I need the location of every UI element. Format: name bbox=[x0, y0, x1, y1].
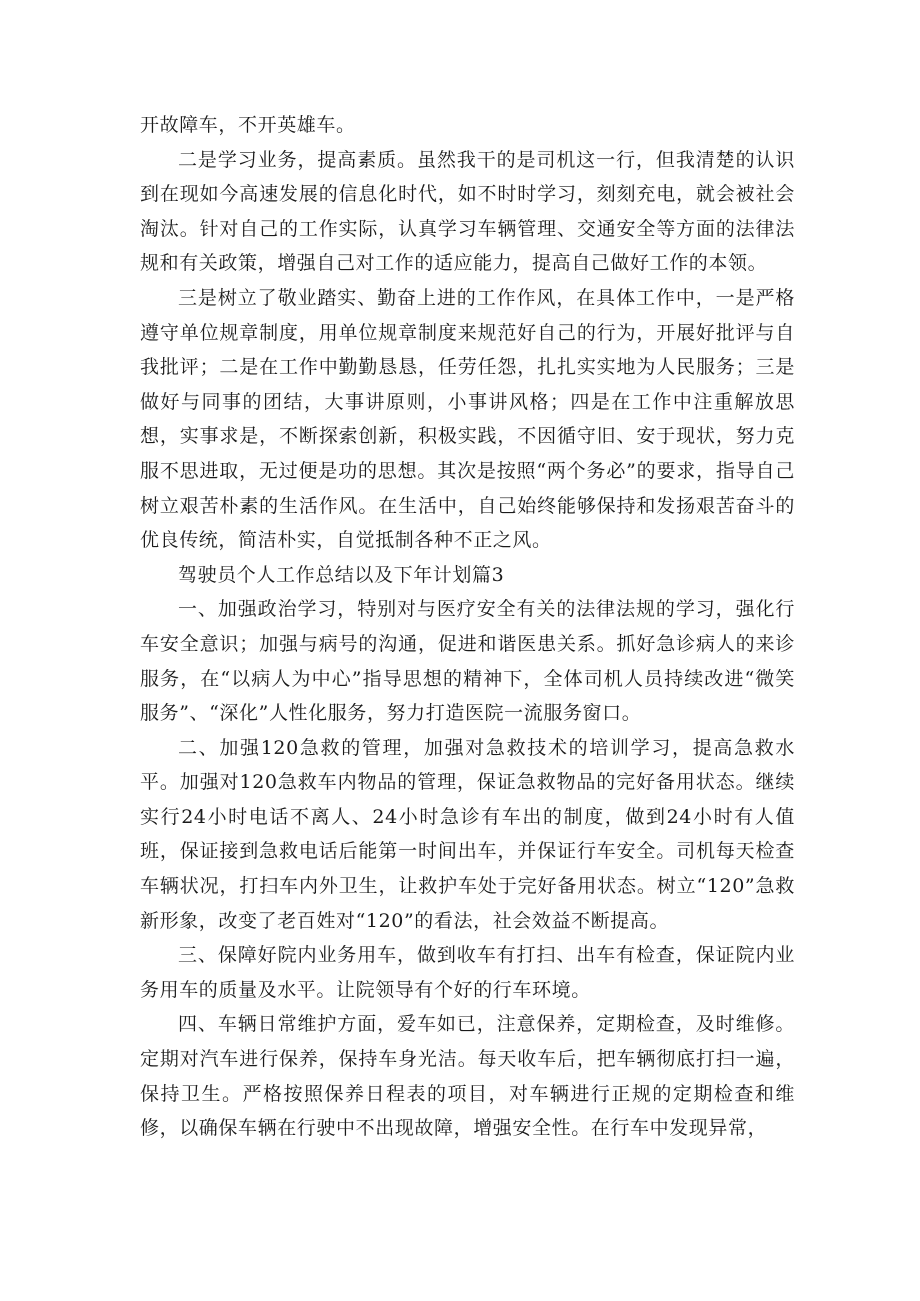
paragraph-work-style: 三是树立了敬业踏实、勤奋上进的工作作风，在具体工作中，一是严格遵守单位规章制度，用单位规章制度来规范好自己的行为，开展好批评与自我批评；二是在工作中勤勤恳恳，任劳任怨，扎扎实实地为人民服务；三是做好与同事的团结，大事讲原则，小事讲风格；四是在工作中注重解放思想，实事求是，不断探索创新，积极实践，不因循守旧、安于现状，努力克服不思进取，无过便是功的思想。其次是按照“两个务必”的要求，指导自己树立艰苦朴素的生活作风。在生活中，自己始终能够保持和发扬艰苦奋斗的优良传统，简洁朴实，自觉抵制各种不正之风。 bbox=[140, 286, 795, 552]
paragraph-emergency-management: 二、加强120急救的管理，加强对急救技术的培训学习，提高急救水平。加强对120急救车内物品的管理，保证急救物品的完好备用状态。继续实行24小时电话不离人、24小时急诊有车出的制度，做到24小时有人值班，保证接到急救电话后能第一时间出车，并保证行车安全。司机每天检查车辆状况，打扫车内外卫生，让救护车处于完好备用状态。树立“120”急救新形象，改变了老百姓对“120”的看法，社会效益不断提高。 bbox=[140, 736, 795, 932]
paragraph-hospital-vehicles: 三、保障好院内业务用车，做到收车有打扫、出车有检查，保证院内业务用车的质量及水平。让院领导有个好的行车环境。 bbox=[140, 944, 795, 1001]
section-title: 驾驶员个人工作总结以及下年计划篇3 bbox=[178, 563, 505, 586]
paragraph-study-business: 二是学习业务，提高素质。虽然我干的是司机这一行，但我清楚的认识到在现如今高速发展的信息化时代，如不时时学习，刻刻充电，就会被社会淘汰。针对自己的工作实际，认真学习车辆管理、交通安全等方面的法律法规和有关政策，增强自己对工作的适应能力，提高自己做好工作的本领。 bbox=[140, 148, 795, 275]
paragraph-continuation: 开故障车，不开英雄车。 bbox=[140, 114, 356, 136]
paragraph-political-study: 一、加强政治学习，特别对与医疗安全有关的法律法规的学习，强化行车安全意识；加强与病号的沟通，促进和谐医患关系。抓好急诊病人的来诊服务，在“以病人为中心”指导思想的精神下，全体司机人员持续改进“微笑服务”、“深化”人性化服务，努力打造医院一流服务窗口。 bbox=[140, 598, 795, 725]
paragraph-vehicle-maintenance: 四、车辆日常维护方面，爱车如已，注意保养，定期检查，及时维修。定期对汽车进行保养，保持车身光洁。每天收车后，把车辆彻底打扫一遍，保持卫生。严格按照保养日程表的项目，对车辆进行正规的定期检查和维修，以确保车辆在行驶中不出现故障，增强安全性。在行车中发现异常， bbox=[140, 1013, 795, 1140]
document-body bbox=[140, 108, 795, 1146]
